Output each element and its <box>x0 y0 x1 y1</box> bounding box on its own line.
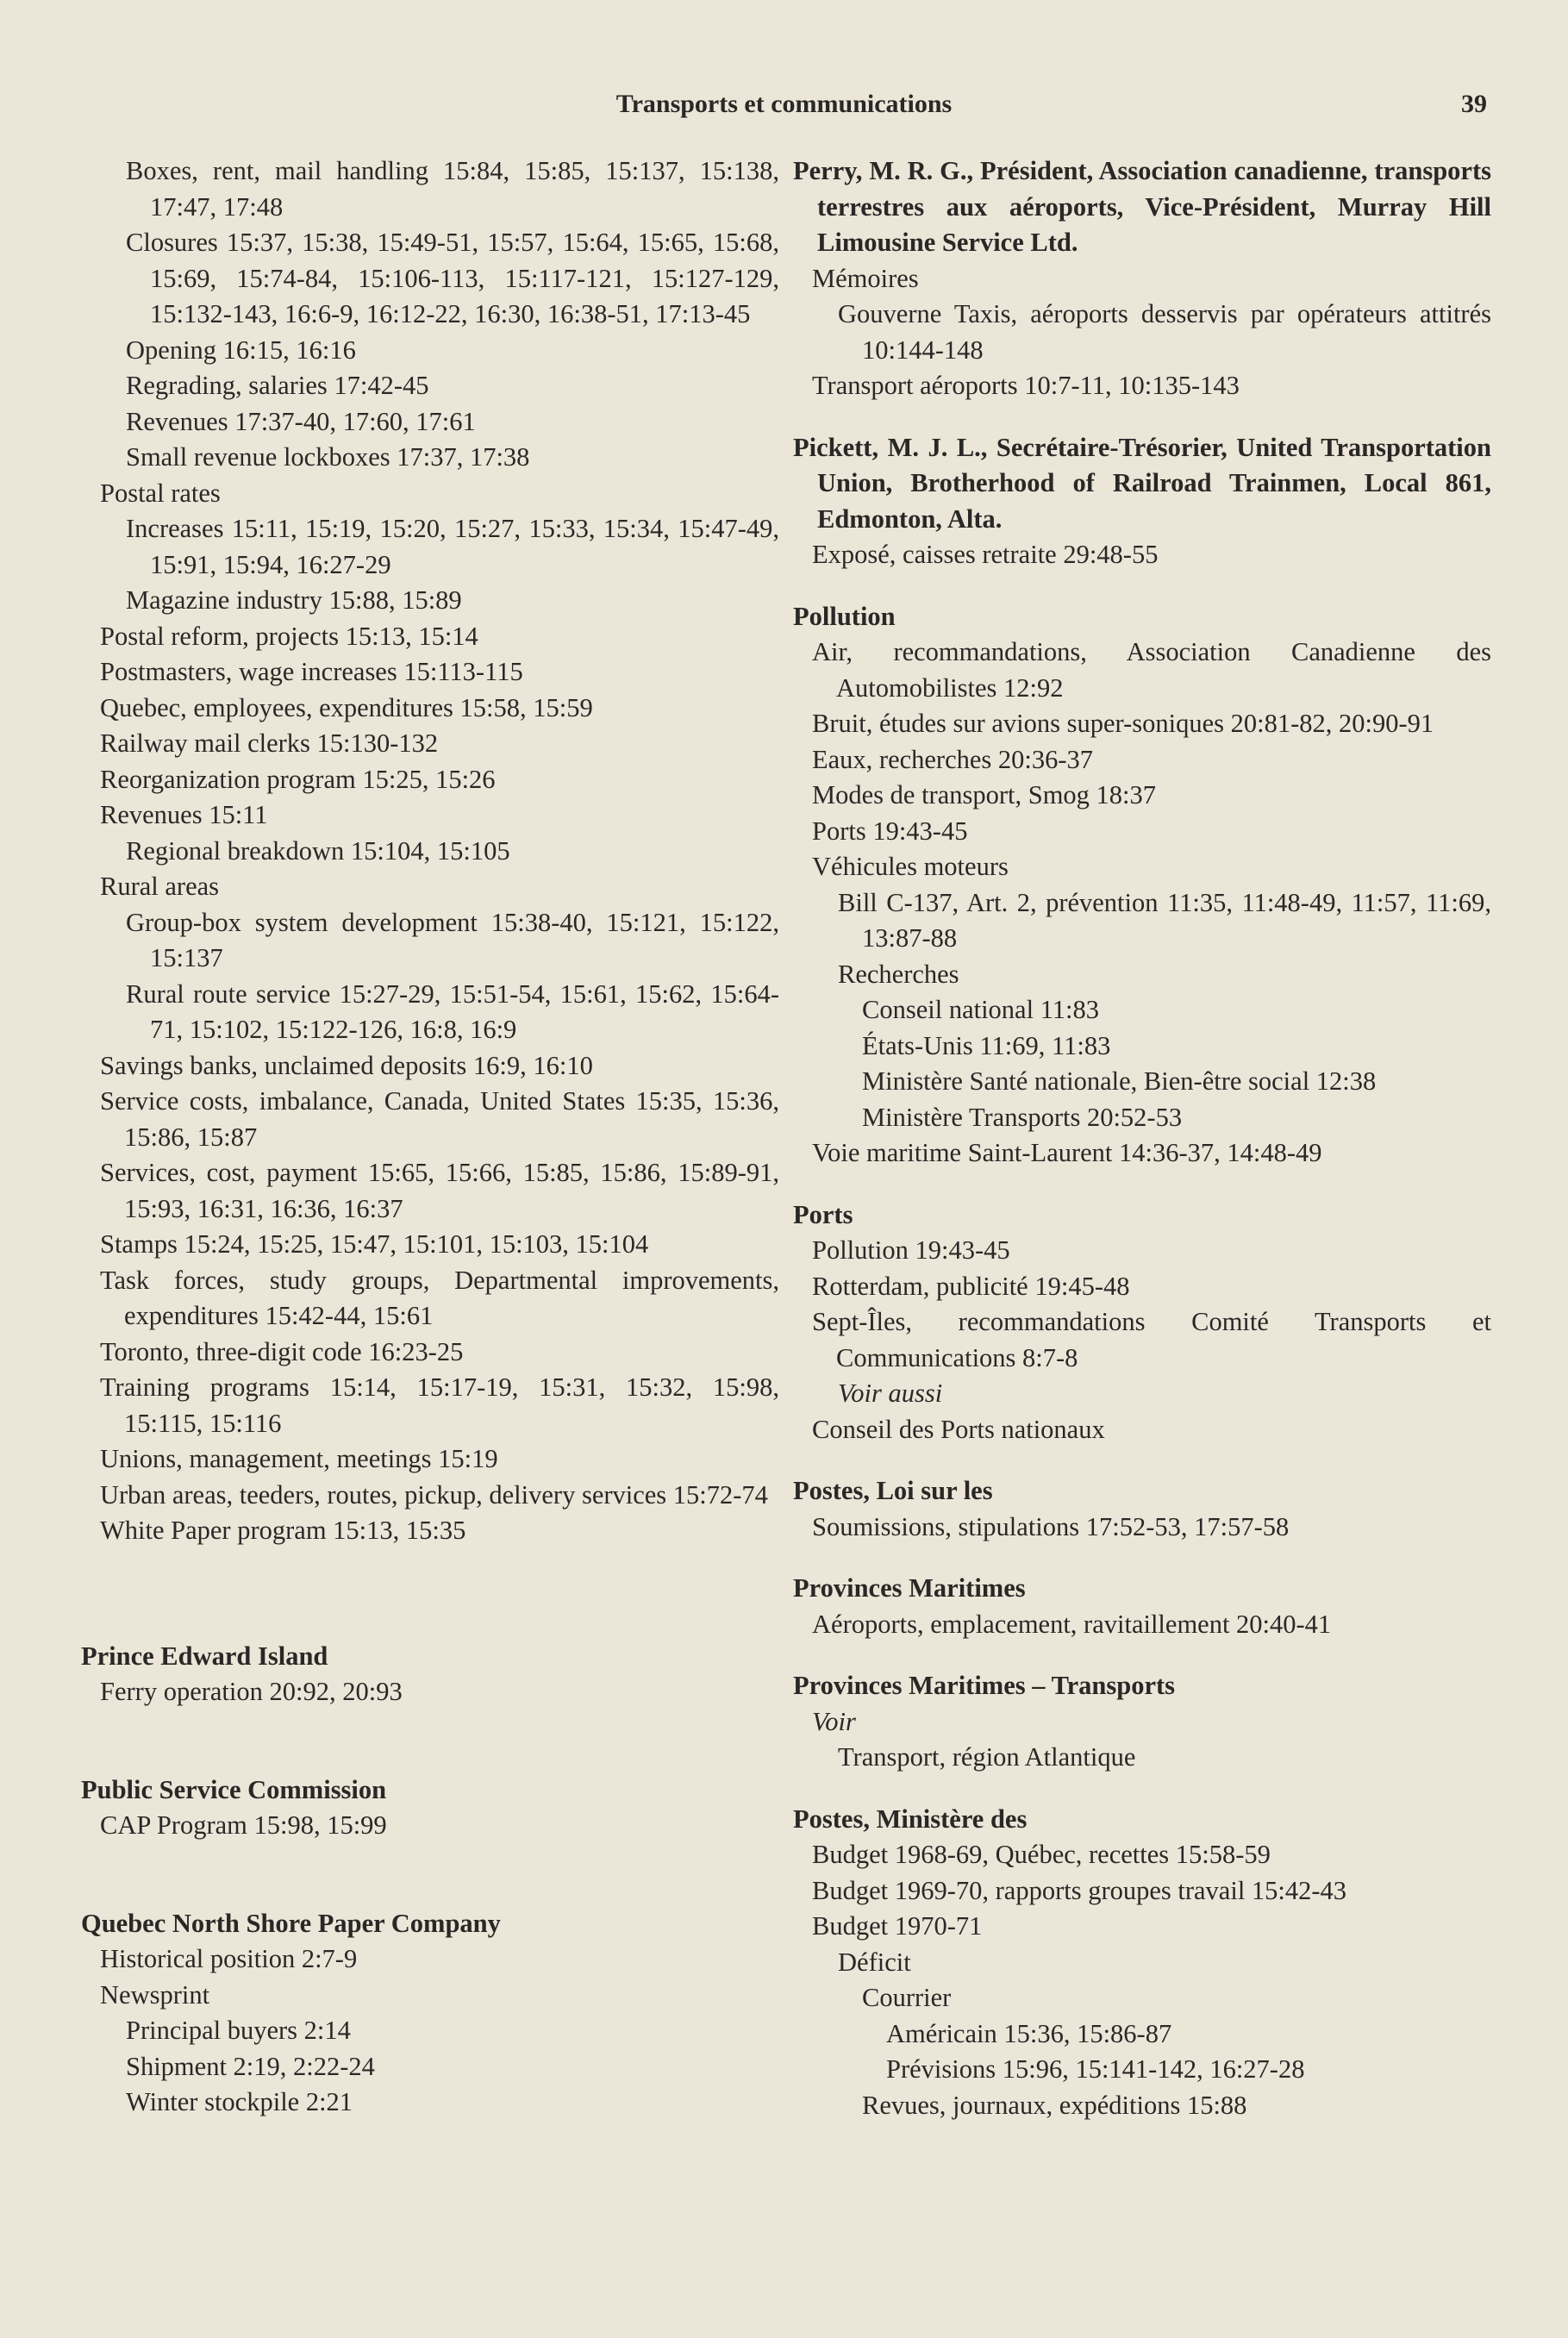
index-entry: Historical position 2:7-9 <box>100 1944 358 1973</box>
index-entry: Service costs, imbalance, Canada, United States 15:35, 15:36, 15:86, 15:87 <box>100 1086 779 1152</box>
index-entry: Increases 15:11, 15:19, 15:20, 15:27, 15:33, 15:34, 15:47-49, 15:91, 15:94, 16:27-29 <box>126 514 779 579</box>
index-entry: Bruit, études sur avions super-soniques 20:81-82, 20:90-91 <box>812 709 1434 738</box>
index-entry: Recherches <box>838 959 959 989</box>
index-entry: Voir aussi <box>838 1378 943 1408</box>
index-column-right <box>793 153 1491 2123</box>
index-entry: Revenues 15:11 <box>100 800 268 829</box>
index-entry: Air, recommandations, Association Canadienne des Automobilistes 12:92 <box>812 637 1491 703</box>
index-entry: Exposé, caisses retraite 29:48-55 <box>812 540 1159 569</box>
index-entry: Déficit <box>838 1947 911 1977</box>
index-entry: Conseil des Ports nationaux <box>812 1414 1105 1444</box>
index-entry: Small revenue lockboxes 17:37, 17:38 <box>126 442 530 472</box>
index-entry: Railway mail clerks 15:130-132 <box>100 728 439 758</box>
index-entry: Task forces, study groups, Departmental improvements, expenditures 15:42-44, 15:61 <box>100 1265 779 1330</box>
index-entry: Postal rates <box>100 478 221 508</box>
index-entry: Shipment 2:19, 2:22-24 <box>126 2051 375 2081</box>
index-entry: Closures 15:37, 15:38, 15:49-51, 15:57, 15:64, 15:65, 15:68, 15:69, 15:74-84, 15:106-113, 15:117-121, 15:127-129, 15:132-143, 16:6-9, 16:12-22, 16:30, 16:38-51, 17:13-45 <box>126 228 779 328</box>
index-entry: Principal buyers 2:14 <box>126 2016 351 2045</box>
index-entry: Ministère Santé nationale, Bien-être social 12:38 <box>862 1066 1377 1096</box>
index-entry: Quebec, employees, expenditures 15:58, 15:59 <box>100 692 593 722</box>
index-entry: Pollution 19:43-45 <box>812 1235 1010 1265</box>
index-entry: Ports 19:43-45 <box>812 816 968 846</box>
index-entry: Modes de transport, Smog 18:37 <box>812 780 1157 810</box>
index-entry: Bill C-137, Art. 2, prévention 11:35, 11:48-49, 11:57, 11:69, 13:87-88 <box>838 887 1491 953</box>
index-column-left <box>81 153 779 2121</box>
index-entry: Budget 1969-70, rapports groupes travail 15:42-43 <box>812 1875 1347 1905</box>
index-entry: Eaux, recherches 20:36-37 <box>812 744 1094 774</box>
index-entry: Budget 1968-69, Québec, recettes 15:58-59 <box>812 1840 1271 1869</box>
index-entry: Prévisions 15:96, 15:141-142, 16:27-28 <box>886 2054 1305 2084</box>
index-entry: Sept-Îles, recommandations Comité Transports et Communications 8:7-8 <box>812 1307 1491 1372</box>
index-entry: Regional breakdown 15:104, 15:105 <box>126 835 510 866</box>
index-entry: Training programs 15:14, 15:17-19, 15:31, 15:32, 15:98, 15:115, 15:116 <box>100 1372 779 1438</box>
index-heading: Postes, Loi sur les <box>793 1476 993 1505</box>
index-heading: Ports <box>793 1199 853 1229</box>
index-entry: Transport, région Atlantique <box>838 1742 1136 1772</box>
index-entry: Ferry operation 20:92, 20:93 <box>100 1677 403 1706</box>
index-entry: Rural route service 15:27-29, 15:51-54, 15:61, 15:62, 15:64-71, 15:102, 15:122-126, 16:8, 16:9 <box>126 978 779 1044</box>
index-heading: Public Service Commission <box>81 1774 387 1804</box>
index-entry: White Paper program 15:13, 15:35 <box>100 1516 466 1545</box>
index-entry: Regrading, salaries 17:42-45 <box>126 371 429 400</box>
index-entry: Urban areas, teeders, routes, pickup, delivery services 15:72-74 <box>100 1479 768 1510</box>
index-entry: Gouverne Taxis, aéroports desservis par opérateurs attitrés 10:144-148 <box>838 299 1491 365</box>
entry-spacer <box>81 1549 779 1639</box>
index-entry: Budget 1970-71 <box>812 1911 983 1941</box>
index-heading: Quebec North Shore Paper Company <box>81 1908 501 1938</box>
index-entry: Courrier <box>862 1983 952 2012</box>
page-header <box>0 86 1568 129</box>
index-entry: Boxes, rent, mail handling 15:84, 15:85, 15:137, 15:138, 17:47, 17:48 <box>126 156 779 222</box>
index-entry: États-Unis 11:69, 11:83 <box>862 1030 1111 1060</box>
index-entry: Rotterdam, publicité 19:45-48 <box>812 1271 1130 1301</box>
index-entry: Voir <box>812 1706 856 1736</box>
index-entry: Group-box system development 15:38-40, 15:121, 15:122, 15:137 <box>126 907 779 972</box>
index-entry: Revues, journaux, expéditions 15:88 <box>862 2090 1247 2120</box>
page-number: 39 <box>1461 90 1487 118</box>
entry-spacer <box>793 1642 1491 1668</box>
index-entry: Stamps 15:24, 15:25, 15:47, 15:101, 15:103, 15:104 <box>100 1229 649 1259</box>
entry-spacer <box>793 1776 1491 1802</box>
index-entry: Winter stockpile 2:21 <box>126 2087 353 2116</box>
index-entry: Unions, management, meetings 15:19 <box>100 1444 498 1473</box>
entry-spacer <box>793 1447 1491 1473</box>
index-entry: Savings banks, unclaimed deposits 16:9, 16:10 <box>100 1050 593 1080</box>
entry-spacer <box>81 1710 779 1772</box>
index-entry: Newsprint <box>100 1979 210 2010</box>
index-entry: Postmasters, wage increases 15:113-115 <box>100 657 523 686</box>
index-entry: CAP Program 15:98, 15:99 <box>100 1810 387 1840</box>
index-entry: Postal reform, projects 15:13, 15:14 <box>100 621 478 651</box>
index-entry: Toronto, three-digit code 16:23-25 <box>100 1336 464 1366</box>
entry-spacer <box>793 1172 1491 1197</box>
index-entry: Voie maritime Saint-Laurent 14:36-37, 14:48-49 <box>812 1138 1322 1167</box>
index-heading: Provinces Maritimes – Transports <box>793 1671 1176 1700</box>
index-heading: Postes, Ministère des <box>793 1804 1028 1834</box>
index-heading: Provinces Maritimes <box>793 1573 1026 1603</box>
index-entry: Véhicules moteurs <box>812 852 1009 881</box>
index-entry: Transport aéroports 10:7-11, 10:135-143 <box>812 371 1240 400</box>
running-title: Transports et communications <box>615 90 953 118</box>
index-entry: Américain 15:36, 15:86-87 <box>886 2018 1172 2048</box>
entry-spacer <box>793 404 1491 430</box>
index-entry: Soumissions, stipulations 17:52-53, 17:57-58 <box>812 1511 1290 1541</box>
entry-spacer <box>793 573 1491 599</box>
entry-spacer <box>81 1844 779 1906</box>
index-entry: Revenues 17:37-40, 17:60, 17:61 <box>126 406 476 436</box>
entry-spacer <box>793 1545 1491 1571</box>
index-entry: Opening 16:15, 16:16 <box>126 334 356 365</box>
index-entry: Reorganization program 15:25, 15:26 <box>100 764 496 794</box>
index-heading: Prince Edward Island <box>81 1641 328 1671</box>
index-entry: Conseil national 11:83 <box>862 995 1100 1024</box>
index-entry: Services, cost, payment 15:65, 15:66, 15:85, 15:86, 15:89-91, 15:93, 16:31, 16:36, 16:37 <box>100 1158 779 1223</box>
index-entry: Aéroports, emplacement, ravitaillement 20:40-41 <box>812 1609 1332 1639</box>
index-entry: Magazine industry 15:88, 15:89 <box>126 585 462 615</box>
index-entry: Ministère Transports 20:52-53 <box>862 1102 1183 1132</box>
index-heading: Perry, M. R. G., Président, Association canadienne, transports terrestres aux aéroports, Vice-Président, Murray Hill Limousine Service Ltd. <box>793 156 1491 257</box>
index-entry: Rural areas <box>100 872 220 901</box>
index-heading: Pickett, M. J. L., Secrétaire-Trésorier, United Transportation Union, Brotherhood of Railroad Trainmen, Local 861, Edmonton, Alta. <box>793 432 1491 534</box>
index-heading: Pollution <box>793 601 896 631</box>
index-entry: Mémoires <box>812 263 919 293</box>
